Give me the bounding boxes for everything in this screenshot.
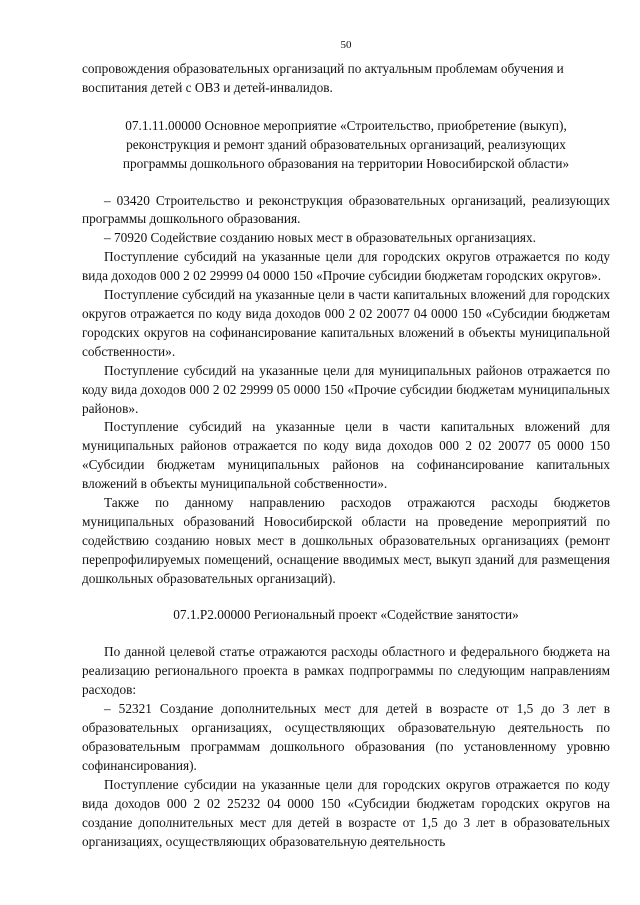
paragraph: Поступление субсидий на указанные цели в части капитальных вложений для городских округов отражается по коду вида доходов 000 2 02 20077 04 0000 150 «Субсидии бюджетам городских округов на софинансирование капитальных вложений в объекты муниципальной собственности». (82, 287, 610, 359)
spacer (82, 174, 610, 192)
intro-paragraph: сопровождения образовательных организаций по актуальным проблемам обучения и воспитания детей с ОВЗ и детей-инвалидов. (82, 61, 564, 95)
paragraph: – 03420 Строительство и реконструкция образовательных организаций, реализующих программы дошкольного образования. (82, 192, 610, 227)
paragraph: Поступление субсидий на указанные цели для городских округов отражается по коду вида доходов 000 2 02 29999 04 0000 150 «Прочие субсидии бюджетам городских округов». (82, 249, 610, 284)
spacer (82, 589, 610, 606)
spacer (82, 98, 610, 117)
paragraph: – 52321 Создание дополнительных мест для детей в возрасте от 1,5 до 3 лет в образовательных организациях, осуществляющих образовательную деятельность по образовательным программам дошкольного образования (по установленному уровню софинансирования). (82, 701, 610, 773)
section-heading-1: 07.1.11.00000 Основное мероприятие «Строительство, приобретение (выкуп), реконструкция и ремонт зданий образовательных организаций, реализующих программы дошкольного образования на территории Новосибирской области» (122, 117, 570, 171)
paragraph: Поступление субсидии на указанные цели для городских округов отражается по коду вида доходов 000 2 02 25232 04 0000 150 «Субсидии бюджетам городских округов на создание дополнительных мест для детей в возрасте от 1,5 до 3 лет в образовательных организациях, осуществляющих образовательную деятельность (82, 776, 610, 849)
paragraph: – 70920 Содействие созданию новых мест в образовательных организациях. (104, 230, 536, 246)
paragraph: Также по данному направлению расходов отражаются расходы бюджетов муниципальных образований Новосибирской области на проведение мероприятий по содействию созданию новых мест в дошкольных образовательных организациях (ремонт перепрофилируемых помещений, оснащение вводимых мест, выкуп зданий для размещения дошкольных образовательных организаций). (82, 495, 610, 586)
spacer (82, 624, 610, 643)
page-number: 50 (340, 39, 352, 51)
paragraph: Поступление субсидий на указанные цели в части капитальных вложений для муниципальных районов отражается по коду вида доходов 000 2 02 20077 05 0000 150 «Субсидии бюджетам муниципальных районов на софинансирование капитальных вложений в объекты муниципальной собственности». (82, 419, 610, 492)
paragraph: Поступление субсидий на указанные цели для муниципальных районов отражается по коду вида доходов 000 2 02 29999 05 0000 150 «Прочие субсидии бюджетам муниципальных районов». (82, 362, 610, 416)
section-heading-2: 07.1.P2.00000 Региональный проект «Содействие занятости» (173, 606, 519, 622)
paragraph: По данной целевой статье отражаются расходы областного и федерального бюджета на реализацию регионального проекта в рамках подпрограммы по следующим направлениям расходов: (82, 644, 610, 698)
